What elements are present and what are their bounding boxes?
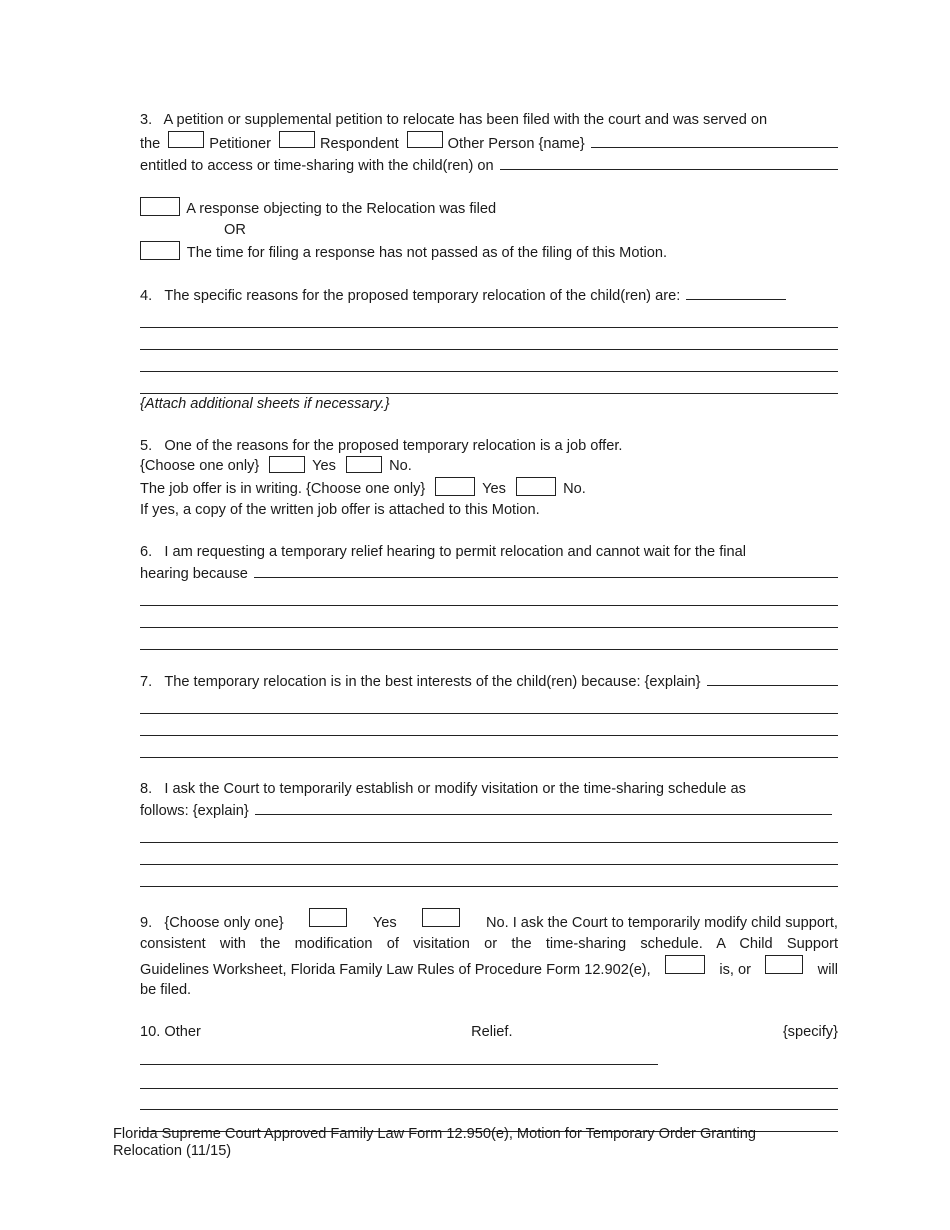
reasons-field-4[interactable] — [140, 350, 838, 372]
response-time-checkbox[interactable] — [140, 241, 180, 260]
best-interest-field-3[interactable] — [140, 714, 838, 736]
item-3-line-1: 3. A petition or supplemental petition to relocate has been filed with the court and was served on — [140, 112, 768, 128]
objection-filed-option: A response objecting to the Relocation was filed — [140, 197, 838, 220]
item-10-line-1: 10. Other Relief. {specify} — [140, 1024, 838, 1041]
item-7-line-1: 7. The temporary relocation is in the best interests of the child(ren) because: {explain} — [140, 671, 838, 693]
item-4-line-1: 4. The specific reasons for the proposed temporary relocation of the child(ren) are: — [140, 285, 838, 307]
best-interest-field-4[interactable] — [140, 736, 838, 758]
reasons-field-5[interactable] — [140, 372, 838, 394]
item-5-line-4: If yes, a copy of the written job offer is attached to this Motion. — [140, 501, 540, 518]
objection-filed-checkbox[interactable] — [140, 197, 180, 216]
item-6-line-1: 6. I am requesting a temporary relief hearing to permit relocation and cannot wait for the final — [140, 543, 746, 560]
item-5-line-3: The job offer is in writing. {Choose one only} Yes No. — [140, 477, 838, 500]
footer-line-1: Florida Supreme Court Approved Family Law Form 12.950(e), Motion for Temporary Order Granting — [113, 1126, 756, 1142]
item-6-line-2: hearing because — [140, 563, 838, 585]
or-label: OR — [224, 222, 246, 239]
schedule-field-1[interactable] — [255, 800, 832, 815]
schedule-field-3[interactable] — [140, 843, 838, 865]
schedule-field-4[interactable] — [140, 865, 838, 887]
other-relief-field-2[interactable] — [140, 1065, 838, 1089]
child-support-yes-checkbox[interactable] — [309, 908, 347, 927]
schedule-field-2[interactable] — [140, 822, 838, 844]
item-9-line-2: consistent with the modification of visitation or the time-sharing schedule. A Child Support — [140, 935, 838, 952]
item-3-line-3: entitled to access or time-sharing with the child(ren) on — [140, 155, 838, 177]
worksheet-is-checkbox[interactable] — [665, 955, 705, 974]
job-offer-yes-checkbox[interactable] — [269, 456, 305, 473]
worksheet-will-checkbox[interactable] — [765, 955, 803, 974]
hearing-reason-field-4[interactable] — [140, 628, 838, 650]
other-person-checkbox[interactable] — [407, 131, 443, 148]
job-offer-no-checkbox[interactable] — [346, 456, 382, 473]
reasons-field-2[interactable] — [140, 307, 838, 329]
item-8-line-2: follows: {explain} — [140, 800, 838, 822]
footer-line-2: Relocation (11/15) — [113, 1143, 232, 1159]
petitioner-checkbox[interactable] — [168, 131, 204, 148]
hearing-reason-field-2[interactable] — [140, 584, 838, 606]
child-support-no-checkbox[interactable] — [422, 908, 460, 927]
response-time-option: The time for filing a response has not passed as of the filing of this Motion. — [140, 241, 838, 264]
reasons-field-1[interactable] — [686, 285, 786, 300]
in-writing-no-checkbox[interactable] — [516, 477, 556, 496]
item-3-line-2: the Petitioner Respondent Other Person {name} — [140, 131, 838, 155]
reasons-field-3[interactable] — [140, 328, 838, 350]
other-relief-field-3[interactable] — [140, 1089, 838, 1111]
item-9-line-3: Guidelines Worksheet, Florida Family Law Rules of Procedure Form 12.902(e), is, or will — [140, 955, 838, 981]
form-body — [140, 110, 838, 1132]
other-person-name-field[interactable] — [591, 133, 838, 148]
item-8-line-1: 8. I ask the Court to temporarily establish or modify visitation or the time-sharing schedule as — [140, 780, 746, 797]
best-interest-field-1[interactable] — [707, 671, 838, 686]
in-writing-yes-checkbox[interactable] — [435, 477, 475, 496]
service-date-field[interactable] — [500, 155, 838, 170]
hearing-reason-field-1[interactable] — [254, 563, 838, 578]
other-relief-field-1[interactable] — [140, 1043, 658, 1065]
best-interest-field-2[interactable] — [140, 693, 838, 715]
respondent-checkbox[interactable] — [279, 131, 315, 148]
item-9-line-1: 9. {Choose only one} Yes No. I ask the Court to temporarily modify child support, — [140, 908, 838, 934]
item-5-line-2: {Choose one only} Yes No. — [140, 458, 412, 475]
attach-sheets-note: {Attach additional sheets if necessary.} — [140, 395, 390, 412]
form-footer — [113, 1126, 833, 1160]
item-5-line-1: 5. One of the reasons for the proposed temporary relocation is a job offer. — [140, 437, 623, 454]
hearing-reason-field-3[interactable] — [140, 606, 838, 628]
item-9-line-4: be filed. — [140, 982, 192, 999]
